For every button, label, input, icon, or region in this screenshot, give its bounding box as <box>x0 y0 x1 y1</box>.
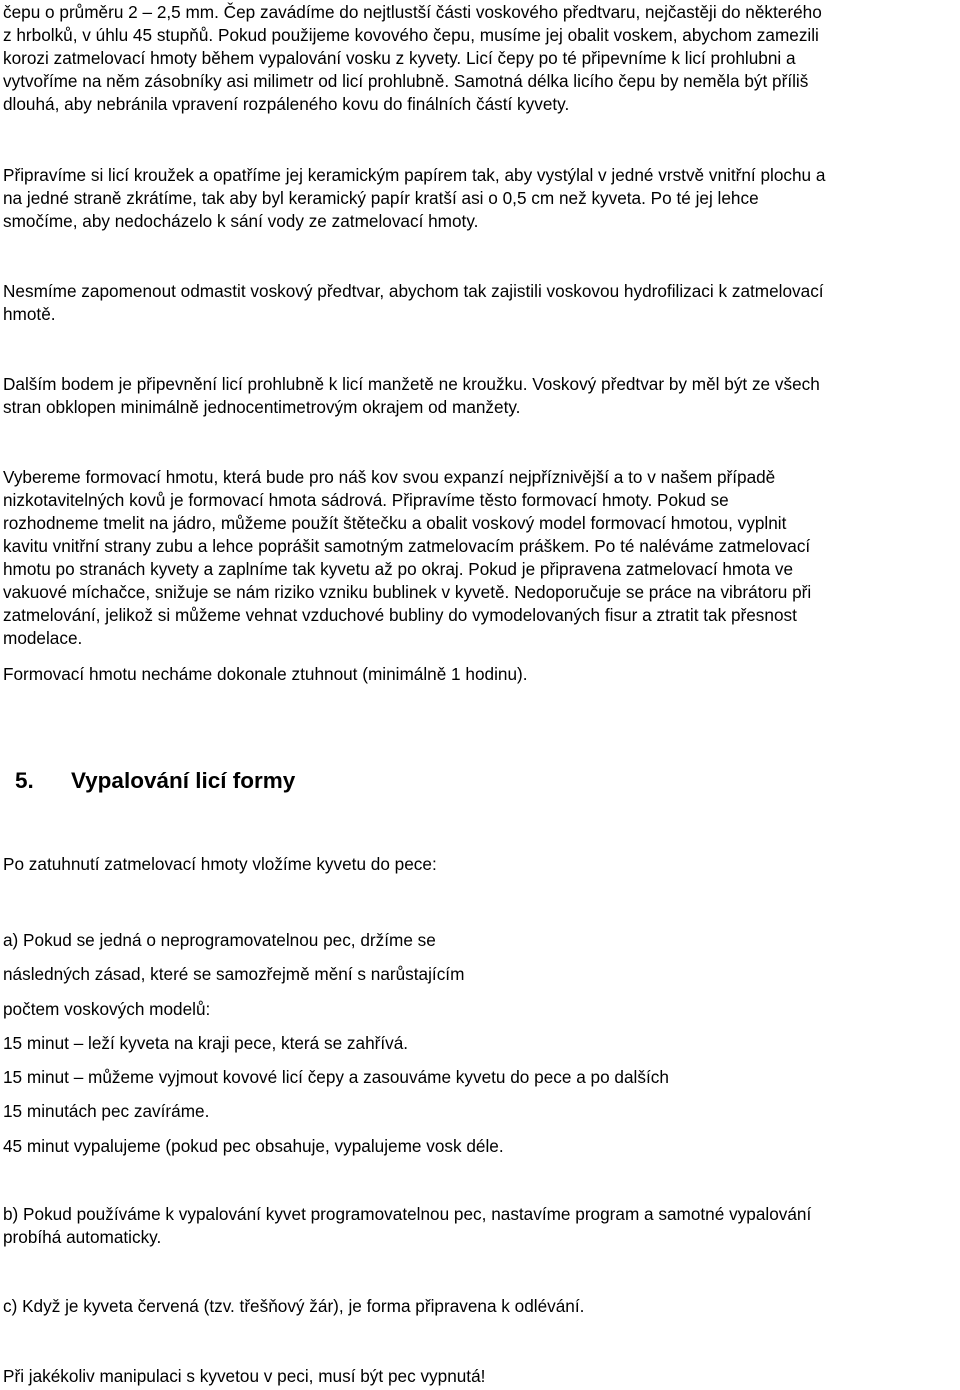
text-line: Při jakékoliv manipulaci s kyvetou v peci, musí být pec vypnutá! <box>3 1366 486 1386</box>
text-line: Formovací hmotu necháme dokonale ztuhnout (minimálně 1 hodinu). <box>3 664 528 684</box>
text-line: korozi zatmelovací hmoty během vypalování vosku z kyvety. Licí čepy po té připevníme k licí prohlubni a <box>3 48 796 68</box>
text-line: smočíme, aby nedocházelo k sání vody ze zatmelovací hmoty. <box>3 211 479 231</box>
list-item-c <box>3 1295 957 1318</box>
text-line: čepu o průměru 2 – 2,5 mm. Čep zavádíme do nejtlustší části voskového předtvaru, nejčastěji do některého <box>3 2 822 22</box>
list-item-a <box>3 923 957 1163</box>
text-line: hmotě. <box>3 304 56 324</box>
text-line: kavitu vnitřní strany zubu a lehce poprášit samotným zatmelovacím práškem. Po té naléváme zatmelovací <box>3 536 811 556</box>
text-line: 15 minut – leží kyveta na kraji pece, která se zahřívá. <box>3 1032 409 1053</box>
text-line: Po zatuhnutí zatmelovací hmoty vložíme kyvetu do pece: <box>3 854 437 874</box>
paragraph-intro <box>3 853 957 876</box>
text-line: rozhodneme tmelit na jádro, můžeme použít štětečku a obalit voskový model formovací hmotou, vyplnit <box>3 513 787 533</box>
text-line: stran obklopen minimálně jednocentimetrovým okrajem od manžety. <box>3 397 521 417</box>
text-line: c) Když je kyveta červená (tzv. třešňový žár), je forma připravena k odlévání. <box>3 1296 585 1316</box>
paragraph-sprue-intro <box>3 1 957 116</box>
section-number: 5. <box>15 768 34 793</box>
text-line: 15 minut – můžeme vyjmout kovové licí čepy a zasouváme kyvetu do pece a po dalších <box>3 1067 669 1088</box>
text-line: Nesmíme zapomenout odmastit voskový předtvar, abychom tak zajistili voskovou hydrofilizaci k zatmelovací <box>3 281 824 301</box>
safety-warning <box>3 1365 957 1388</box>
text-line: počtem voskových modelů: <box>3 998 211 1019</box>
text-line: probíhá automaticky. <box>3 1227 162 1247</box>
text-line: nizkotavitelných kovů je formovací hmota sádrová. Připravíme těsto formovací hmoty. Pokud se <box>3 490 729 510</box>
text-line: Vybereme formovací hmotu, která bude pro náš kov svou expanzí nejpříznivější a to v našem případě <box>3 467 776 487</box>
text-line: b) Pokud používáme k vypalování kyvet programovatelnou pec, nastavíme program a samotné vypalování <box>3 1204 812 1224</box>
text-line: modelace. <box>3 628 83 648</box>
text-line: z hrbolků, v úhlu 45 stupňů. Pokud použijeme kovového čepu, musíme jej obalit voskem, abychom zamezili <box>3 25 819 45</box>
text-line: na jedné straně zkrátíme, tak aby byl keramický papír kratší asi o 0,5 cm než kyveta. Po té jej lehce <box>3 188 759 208</box>
text-line: dlouhá, aby nebránila vpravení rozpáleného kovu do finálních částí kyvety. <box>3 94 570 114</box>
text-line: Připravíme si licí kroužek a opatříme jej keramickým papírem tak, aby vystýlal v jedné vrstvě vnitřní plochu a <box>3 165 826 185</box>
paragraph-degrease <box>3 280 957 326</box>
text-line: následných zásad, které se samozřejmě mění s narůstajícím <box>3 964 465 985</box>
text-line: vytvoříme na něm zásobníky asi milimetr od licí prohlubně. Samotná délka licího čepu by neměla být příliš <box>3 71 809 91</box>
section-title: Vypalování licí formy <box>71 768 296 793</box>
text-line: zatmelování, jelikož si můžeme vehnat vzduchové bubliny do vymodelovaných fisur a ztratit tak přesnost <box>3 605 797 625</box>
text-line: a) Pokud se jedná o neprogramovatelnou pec, držíme se <box>3 930 436 950</box>
section-heading <box>15 766 295 796</box>
paragraph-investment <box>3 466 957 650</box>
paragraph-crucible-former <box>3 373 957 419</box>
text-line: hmotu po stranách kyvety a zaplníme tak kyvetu až po okraj. Pokud je připravena zatmelovací hmota ve <box>3 559 794 579</box>
text-line: 15 minutách pec zavíráme. <box>3 1101 210 1122</box>
paragraph-casting-ring <box>3 164 957 233</box>
paragraph-setting-time <box>3 663 957 686</box>
list-item-b <box>3 1203 957 1249</box>
text-line: Dalším bodem je připevnění licí prohlubně k licí manžetě ne kroužku. Voskový předtvar by měl být ze všech <box>3 374 820 394</box>
text-line: vakuové míchačce, snižuje se nám riziko vzniku bublinek v kyvetě. Nedoporučuje se práce na vibrátoru při <box>3 582 812 602</box>
text-line: 45 minut vypalujeme (pokud pec obsahuje, vypalujeme vosk déle. <box>3 1135 504 1156</box>
